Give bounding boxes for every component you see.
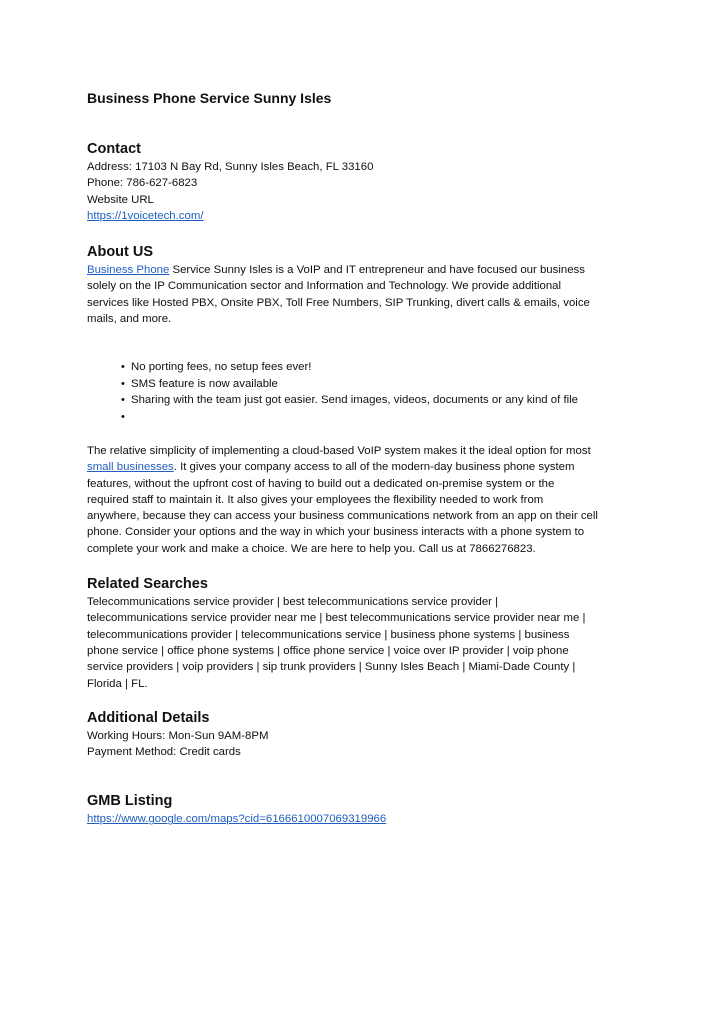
related-line: telecommunications provider | telecommunications service | business phone systems | business — [87, 628, 570, 641]
related-line: telecommunications service provider near me | best telecommunications service provider near me | — [87, 612, 586, 625]
related-line: Telecommunications service provider | best telecommunications service provider | — [87, 596, 499, 609]
related-line: phone service | office phone systems | office phone service | voice over IP provider | voip phone — [87, 644, 569, 657]
working-hours: Working Hours: Mon-Sun 9AM-8PM — [87, 729, 269, 742]
body-line-6: phone. Consider your options and the way in which your business interacts with a phone system to — [87, 526, 585, 539]
list-item-text: No porting fees, no setup fees ever! — [131, 361, 312, 374]
contact-website-link[interactable]: https://1voicetech.com/ — [87, 209, 204, 222]
related-line: service providers | voip providers | sip trunk providers | Sunny Isles Beach | Miami-Dade County | — [87, 661, 576, 674]
list-item-text: Sharing with the team just got easier. Send images, videos, documents or any kind of file — [131, 394, 579, 407]
list-item-text: SMS feature is now available — [131, 377, 278, 390]
list-item — [121, 392, 642, 408]
additional-details-section — [87, 708, 642, 761]
body-line-2 — [87, 459, 642, 475]
about-line-1-text: Service Sunny Isles is a VoIP and IT entrepreneur and have focused our business — [169, 264, 585, 277]
small-businesses-link[interactable]: small businesses — [87, 461, 174, 474]
about-section — [87, 242, 642, 327]
contact-website-label: Website URL — [87, 193, 154, 206]
payment-method: Payment Method: Credit cards — [87, 746, 241, 759]
about-line-4: mails, and more. — [87, 313, 172, 326]
contact-section — [87, 139, 642, 224]
document-title: Business Phone Service Sunny Isles — [87, 90, 332, 106]
list-item — [121, 376, 642, 392]
about-line-2: solely on the IP Communication sector and Information and Technology. We provide additional — [87, 280, 562, 293]
body-paragraph — [87, 443, 642, 557]
body-line-3: features, without the upfront cost of having to build out a dedicated on-premise system or the — [87, 477, 555, 490]
gmb-listing-link[interactable]: https://www.google.com/maps?cid=6166610007069319966 — [87, 813, 387, 826]
business-phone-link[interactable]: Business Phone — [87, 264, 170, 277]
related-line: Florida | FL. — [87, 677, 148, 690]
body-line-7: complete your work and make a choice. We are here to help you. Call us at 7866276823. — [87, 542, 536, 555]
bullet-icon: • — [121, 377, 125, 390]
contact-heading: Contact — [87, 141, 141, 157]
feature-list — [87, 359, 642, 425]
body-line-1: The relative simplicity of implementing a cloud-based VoIP system makes it the ideal option for most — [87, 444, 591, 457]
contact-address: Address: 17103 N Bay Rd, Sunny Isles Beach, FL 33160 — [87, 161, 374, 173]
body-line-5: anywhere, because they can access your business communications network from an app on their cell — [87, 510, 598, 523]
related-searches-heading: Related Searches — [87, 576, 208, 593]
additional-details-heading: Additional Details — [87, 709, 210, 726]
gmb-section — [87, 791, 642, 827]
contact-phone: Phone: 786-627-6823 — [87, 177, 198, 190]
related-searches-section — [87, 574, 642, 692]
bullet-icon: • — [121, 394, 125, 407]
list-item — [121, 409, 642, 425]
about-heading: About US — [87, 244, 154, 261]
body-line-4: required staff to maintain it. It also gives your employees the flexibility needed to work from — [87, 493, 544, 506]
bullet-icon: • — [121, 410, 125, 423]
about-line-1 — [87, 262, 642, 278]
bullet-icon: • — [121, 361, 125, 374]
list-item — [121, 359, 642, 375]
document-content — [87, 88, 642, 828]
gmb-heading: GMB Listing — [87, 793, 173, 810]
body-line-2-text: . It gives your company access to all of the modern-day business phone system — [173, 461, 575, 474]
about-line-3: services like Hosted PBX, Onsite PBX, Toll Free Numbers, SIP Trunking, divert calls & emails, voice — [87, 296, 590, 309]
